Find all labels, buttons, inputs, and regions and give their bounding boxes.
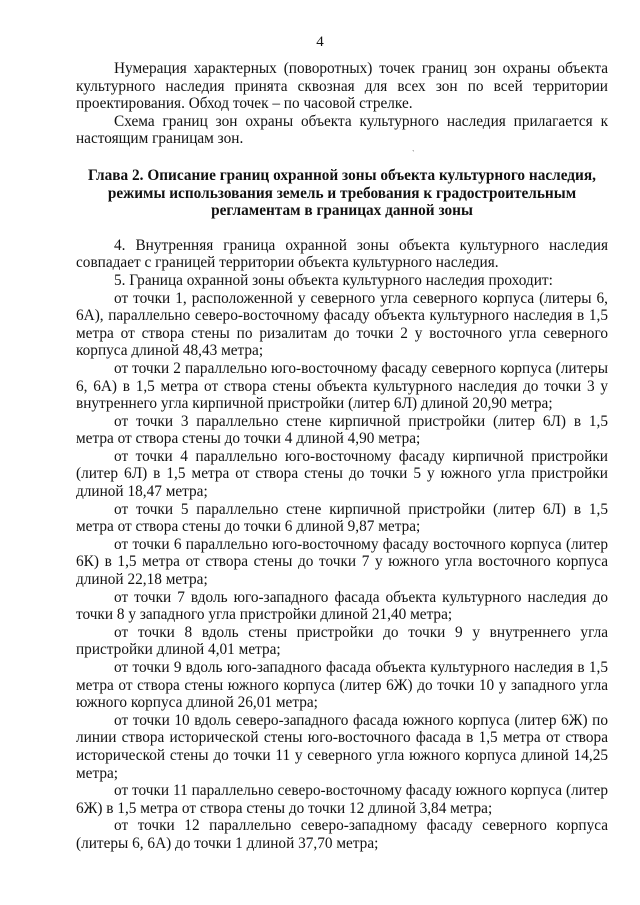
scan-artifact-mark: ` (412, 149, 415, 158)
document-body (76, 60, 608, 853)
boundary-segment-paragraph: от точки 5 параллельно стене кирпичной пристройки (литер 6Л) в 1,5 метра от створа стены до точки 6 длиной 9,87 метра; (76, 500, 608, 536)
boundary-segment-paragraph: от точки 10 вдоль северо-западного фасада южного корпуса (литер 6Ж) по линии створа исторической стены юго-восточного фасада в 1,5 метра от створа исторической стены до точки 11 у северного угла южного корпуса длиной 14,25 метра; (76, 711, 608, 782)
boundary-segment-paragraph: от точки 1, расположенной у северного угла северного корпуса (литеры 6, 6А), параллельно северо-восточному фасаду объекта культурного наследия в 1,5 метра от створа стены по ризалитам до точки 2 у восточного угла северного корпуса длиной 48,43 метра; (76, 289, 608, 360)
boundary-segment-paragraph: от точки 12 параллельно северо-западному фасаду северного корпуса (литеры 6, 6А) до точки 1 длиной 37,70 метра; (76, 817, 608, 852)
boundary-segment-paragraph: от точки 6 параллельно юго-восточному фасаду восточного корпуса (литер 6К) в 1,5 метра от створа стены до точки 7 у южного угла восточного корпуса длиной 22,18 метра; (76, 535, 608, 589)
boundary-segment-paragraph: от точки 11 параллельно северо-восточному фасаду южного корпуса (литер 6Ж) в 1,5 метра от створа стены до точки 12 длиной 3,84 метра; (76, 782, 608, 817)
boundary-segment-paragraph: от точки 9 вдоль юго-западного фасада объекта культурного наследия в 1,5 метра от створа стены южного корпуса (литер 6Ж) до точки 10 у западного угла южного корпуса длиной 26,01 метра; (76, 659, 608, 712)
page-number: 4 (316, 34, 324, 50)
intro-paragraph: Нумерация характерных (поворотных) точек границ зон охраны объекта культурного наследия принята сквозная для всех зон по всей территории проектирования. Обход точек – по часовой стрелке. (76, 60, 608, 113)
boundary-segment-paragraph: от точки 2 параллельно юго-восточному фасаду северного корпуса (литеры 6, 6А) в 1,5 метра от створа стены объекта культурного наследия до точки 3 у внутреннего угла кирпичной пристройки (литер 6Л) длиной 20,90 метра; (76, 359, 608, 413)
chapter-heading: Глава 2. Описание границ охранной зоны объекта культурного наследия, режимы использования земель и требования к градостроительным регламентам в границах данной зоны (88, 166, 596, 220)
body-paragraph: 5. Граница охранной зоны объекта культурного наследия проходит: (114, 271, 553, 289)
boundary-segment-paragraph: от точки 4 параллельно юго-восточному фасаду кирпичной пристройки (литер 6Л) в 1,5 метра от створа стены до точки 5 у южного угла пристройки длиной 18,47 метра; (76, 447, 608, 501)
body-paragraph: 4. Внутренняя граница охранной зоны объекта культурного наследия совпадает с границей территории объекта культурного наследия. (76, 236, 608, 272)
boundary-segment-paragraph: от точки 7 вдоль юго-западного фасада объекта культурного наследия до точки 8 у западного угла пристройки длиной 21,40 метра; (76, 588, 608, 624)
intro-paragraph: Схема границ зон охраны объекта культурного наследия прилагается к настоящим границам зон. (76, 112, 608, 148)
boundary-segment-paragraph: от точки 3 параллельно стене кирпичной пристройки (литер 6Л) в 1,5 метра от створа стены до точки 4 длиной 4,90 метра; (76, 412, 608, 448)
boundary-segment-paragraph: от точки 8 вдоль стены пристройки до точки 9 у внутреннего угла пристройки длиной 4,01 метра; (76, 623, 608, 659)
